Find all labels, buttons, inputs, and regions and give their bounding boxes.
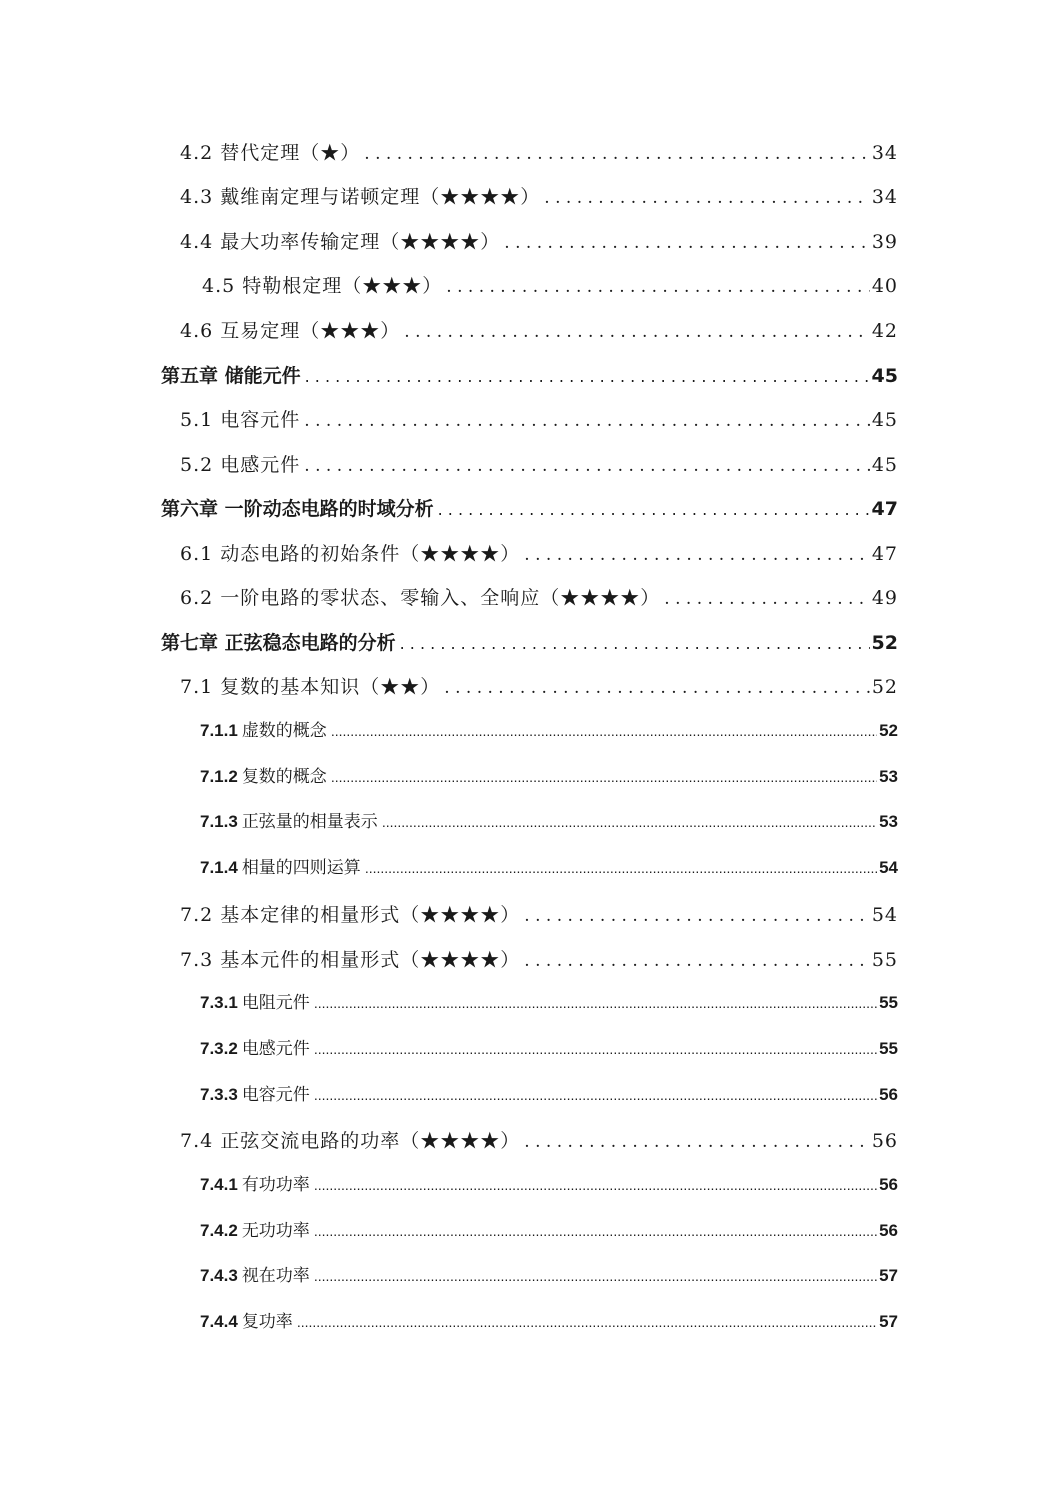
toc-leader-dots: [524, 906, 870, 926]
toc-subentry-number: 7.1.3: [200, 812, 238, 831]
toc-subentry-number: 7.1.4: [200, 858, 238, 877]
toc-leader-dots: [438, 500, 870, 519]
toc-leader-dots: [297, 1314, 877, 1330]
toc-leader-dots: [446, 277, 870, 297]
toc-entry[interactable]: [180, 405, 898, 432]
toc-chapter-title: 第六章 一阶动态电路的时域分析: [161, 498, 434, 520]
toc-entry[interactable]: [180, 900, 898, 927]
toc-chapter-entry[interactable]: [161, 628, 898, 655]
toc-chapter-entry[interactable]: [161, 361, 898, 388]
toc-page-number: 55: [871, 949, 898, 971]
toc-leader-dots: [524, 545, 870, 565]
toc-leader-dots: [331, 723, 877, 739]
toc-page-number: 45: [871, 365, 898, 387]
toc-chapter-title: 第五章 储能元件: [161, 365, 301, 387]
toc-page-number: 47: [871, 498, 898, 520]
toc-leader-dots: [382, 814, 877, 830]
toc-chapter-entry[interactable]: [161, 494, 898, 521]
toc-entry[interactable]: [180, 450, 898, 477]
toc-entry[interactable]: [180, 539, 898, 566]
toc-subentry[interactable]: [200, 762, 898, 787]
toc-entry-title: 4.2 替代定理（★）: [180, 142, 361, 164]
toc-subentry-title: 复功率: [241, 1312, 293, 1331]
toc-page-number: 53: [879, 767, 898, 786]
toc-subentry-title: 视在功率: [241, 1266, 310, 1285]
toc-page-number: 34: [871, 142, 898, 164]
toc-subentry-number: 7.1.1: [200, 721, 238, 740]
toc-page-number: 52: [871, 632, 898, 654]
toc-leader-dots: [444, 678, 870, 698]
toc-page-number: 57: [879, 1266, 898, 1285]
toc-subentry[interactable]: [200, 1170, 898, 1195]
toc-entry[interactable]: [180, 672, 898, 699]
toc-entry-title: 6.1 动态电路的初始条件（★★★★）: [180, 543, 521, 565]
toc-subentry-number: 7.3.1: [200, 993, 238, 1012]
toc-page-number: 34: [871, 186, 898, 208]
toc-subentry-title: 电阻元件: [241, 993, 310, 1012]
toc-subentry[interactable]: [200, 1034, 898, 1059]
toc-leader-dots: [664, 589, 870, 609]
toc-page-number: 42: [871, 320, 898, 342]
toc-page-number: 56: [879, 1221, 898, 1240]
toc-page-number: 52: [879, 721, 898, 740]
toc-subentry-number: 7.4.4: [200, 1312, 238, 1331]
toc-page-number: 45: [871, 409, 898, 431]
toc-subentry-number: 7.1.2: [200, 767, 238, 786]
toc-page-number: 40: [871, 275, 898, 297]
toc-entry[interactable]: [180, 316, 898, 343]
toc-subentry-number: 7.4.3: [200, 1266, 238, 1285]
toc-leader-dots: [364, 144, 870, 164]
toc-page-number: 57: [879, 1312, 898, 1331]
toc-subentry-title: 复数的概念: [241, 767, 327, 786]
toc-entry[interactable]: [180, 227, 898, 254]
toc-page-number: 54: [871, 904, 898, 926]
toc-leader-dots: [314, 1177, 877, 1193]
toc-subentry-title: 电容元件: [241, 1085, 310, 1104]
toc-entry-title: 4.6 互易定理（★★★）: [180, 320, 401, 342]
toc-page-number: 49: [871, 587, 898, 609]
toc-page-number: 55: [879, 1039, 898, 1058]
toc-page-number: 56: [871, 1130, 898, 1152]
toc-entry[interactable]: [180, 945, 898, 972]
toc-entry-title: 6.2 一阶电路的零状态、零输入、全响应（★★★★）: [180, 587, 661, 609]
toc-subentry[interactable]: [200, 988, 898, 1013]
toc-entry-title: 5.1 电容元件: [180, 409, 301, 431]
toc-subentry-number: 7.4.1: [200, 1175, 238, 1194]
toc-leader-dots: [331, 769, 877, 785]
toc-leader-dots: [400, 634, 870, 653]
toc-page-number: 47: [871, 543, 898, 565]
toc-page-number: 56: [879, 1085, 898, 1104]
toc-subentry-title: 无功功率: [241, 1221, 310, 1240]
toc-entry-title: 7.1 复数的基本知识（★★）: [180, 676, 441, 698]
toc-leader-dots: [314, 1041, 877, 1057]
toc-subentry-title: 有功功率: [241, 1175, 310, 1194]
toc-leader-dots: [404, 322, 870, 342]
toc-subentry-number: 7.4.2: [200, 1221, 238, 1240]
toc-leader-dots: [304, 456, 870, 476]
toc-page-number: 54: [879, 858, 898, 877]
toc-entry-title: 7.2 基本定律的相量形式（★★★★）: [180, 904, 521, 926]
toc-leader-dots: [305, 367, 870, 386]
toc-leader-dots: [314, 1268, 877, 1284]
toc-entry-title: 4.5 特勒根定理（★★★）: [202, 275, 443, 297]
toc-subentry-title: 虚数的概念: [241, 721, 327, 740]
toc-page-number: 55: [879, 993, 898, 1012]
toc-subentry[interactable]: [200, 853, 898, 878]
toc-entry[interactable]: [202, 271, 898, 298]
toc-leader-dots: [314, 995, 877, 1011]
toc-entry[interactable]: [180, 583, 898, 610]
toc-leader-dots: [524, 951, 870, 971]
toc-subentry-number: 7.3.3: [200, 1085, 238, 1104]
toc-subentry-title: 相量的四则运算: [241, 858, 361, 877]
toc-leader-dots: [314, 1087, 877, 1103]
toc-subentry[interactable]: [200, 807, 898, 832]
toc-subentry-number: 7.3.2: [200, 1039, 238, 1058]
toc-subentry-title: 正弦量的相量表示: [241, 812, 378, 831]
toc-page-number: 52: [871, 676, 898, 698]
toc-leader-dots: [314, 1223, 877, 1239]
toc-subentry[interactable]: [200, 1216, 898, 1241]
toc-entry[interactable]: [180, 182, 898, 209]
toc-entry-title: 4.4 最大功率传输定理（★★★★）: [180, 231, 501, 253]
toc-entry-title: 5.2 电感元件: [180, 454, 301, 476]
toc-chapter-title: 第七章 正弦稳态电路的分析: [161, 632, 396, 654]
toc-subentry[interactable]: [200, 716, 898, 741]
toc-page-number: 53: [879, 812, 898, 831]
toc-leader-dots: [504, 233, 870, 253]
toc-leader-dots: [544, 188, 870, 208]
toc-leader-dots: [304, 411, 870, 431]
toc-leader-dots: [524, 1132, 870, 1152]
toc-page-number: 45: [871, 454, 898, 476]
toc-subentry-title: 电感元件: [241, 1039, 310, 1058]
toc-subentry[interactable]: [200, 1261, 898, 1286]
toc-entry[interactable]: [180, 138, 898, 165]
toc-page-number: 56: [879, 1175, 898, 1194]
toc-subentry[interactable]: [200, 1307, 898, 1332]
toc-subentry[interactable]: [200, 1080, 898, 1105]
toc-leader-dots: [365, 860, 877, 876]
toc-entry-title: 4.3 戴维南定理与诺顿定理（★★★★）: [180, 186, 541, 208]
toc-entry[interactable]: [180, 1126, 898, 1153]
toc-page-number: 39: [871, 231, 898, 253]
toc-entry-title: 7.4 正弦交流电路的功率（★★★★）: [180, 1130, 521, 1152]
toc-entry-title: 7.3 基本元件的相量形式（★★★★）: [180, 949, 521, 971]
